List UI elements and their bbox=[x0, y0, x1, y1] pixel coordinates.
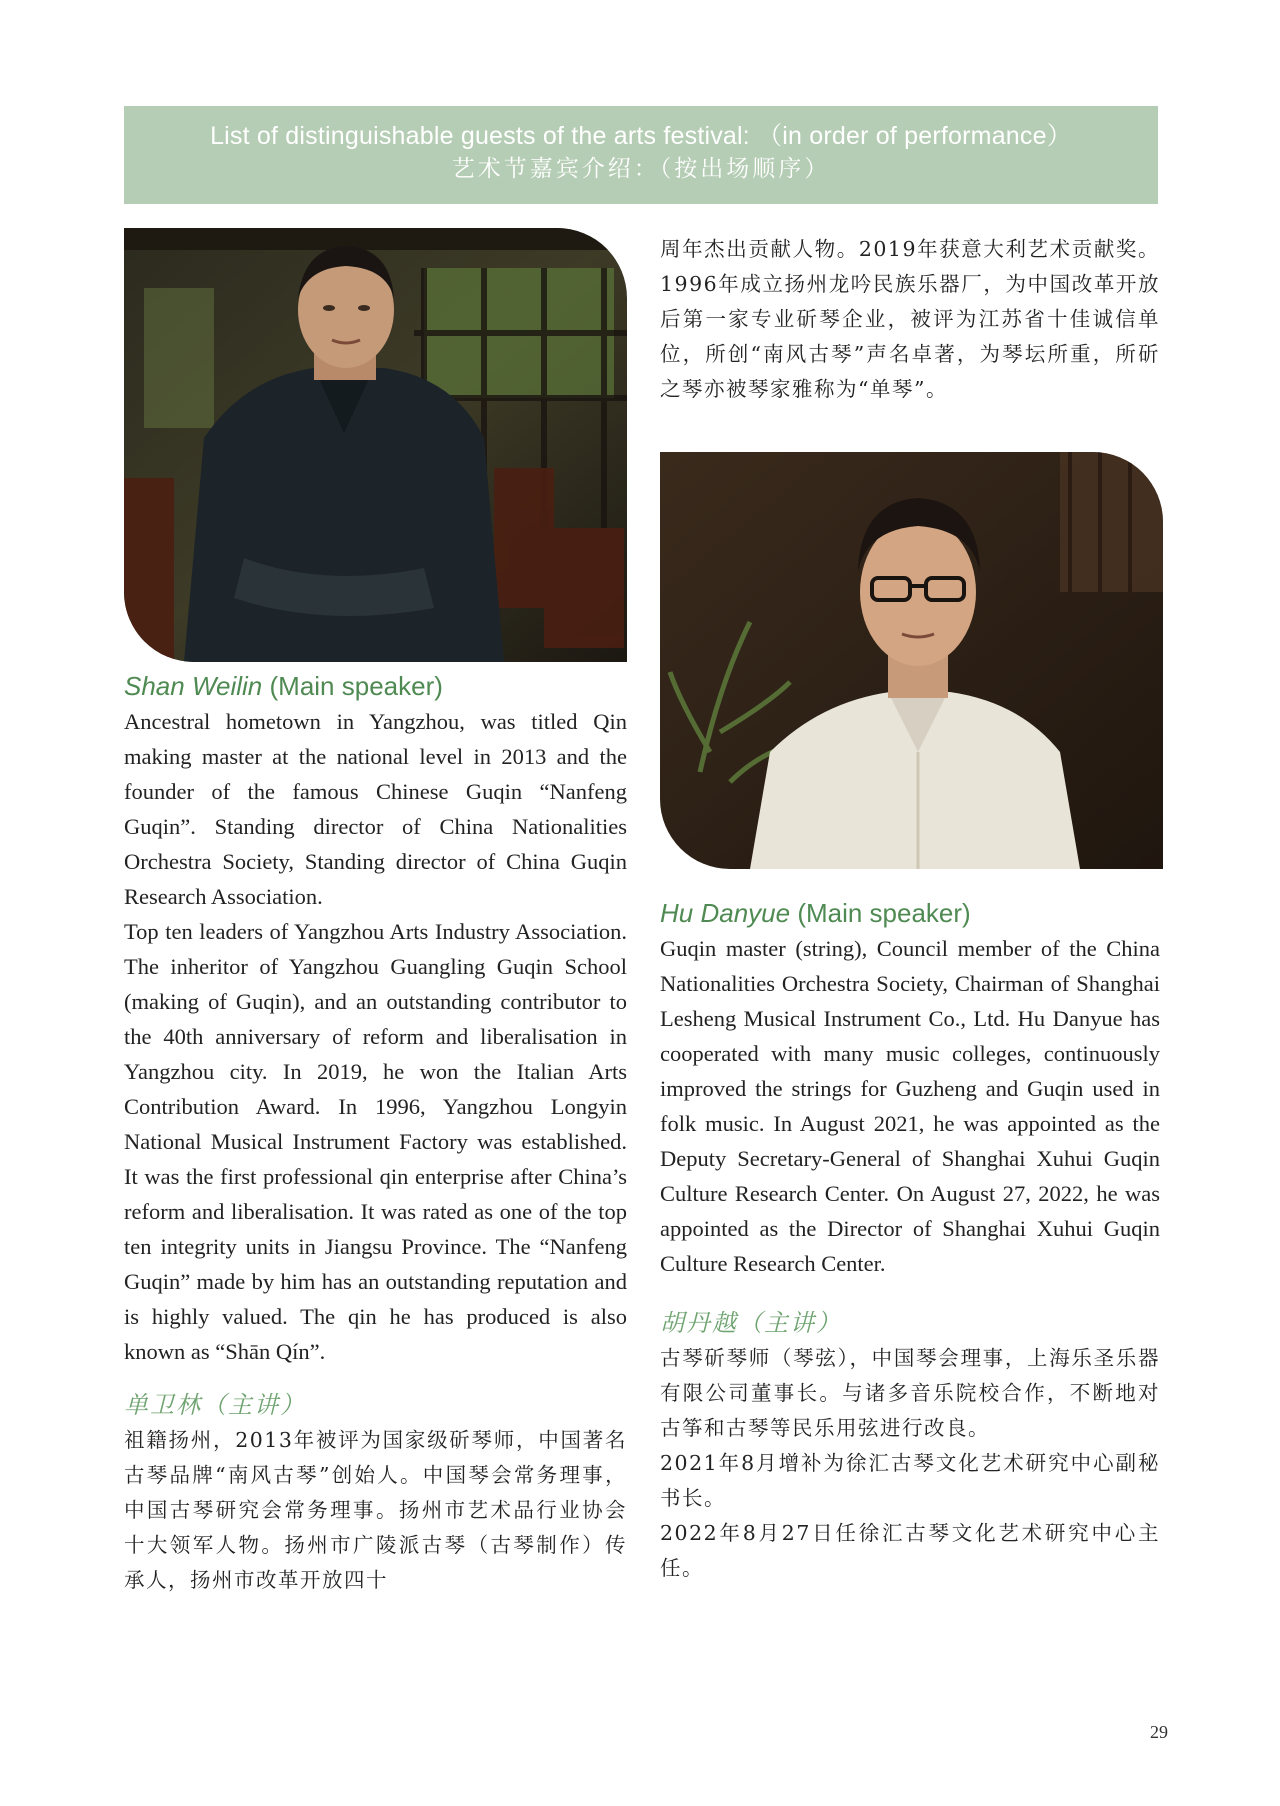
hu-danyue-name-text: Hu Danyue bbox=[660, 898, 791, 928]
header-banner bbox=[124, 106, 1158, 204]
shan-weilin-bio-en bbox=[124, 704, 627, 1369]
shan-weilin-photo bbox=[124, 228, 627, 662]
hu-danyue-bio-zh bbox=[660, 1341, 1160, 1586]
hu-danyue-photo bbox=[660, 452, 1163, 869]
shan-weilin-bio-en-paragraph-2: Top ten leaders of Yangzhou Arts Industry Association. The inheritor of Yangzhou Guangling Guqin School (making of Guqin), and an outstanding contributor to the 40th anniversary of reform and liberalisation in Yangzhou city. In 2019, he won the Italian Arts Contribution Award. In 1996, Yangzhou Longyin National Musical Instrument Factory was established. It was the first professional qin enterprise after China’s reform and liberalisation. It was rated as one of the top ten integrity units in Jiangsu Province. The “Nanfeng Guqin” made by him has an outstanding reputation and is highly valued. The qin he has produced is also known as “Shān Qín”. bbox=[124, 919, 627, 1364]
shan-weilin-name-zh: 单卫林（主讲） bbox=[124, 1391, 306, 1419]
hu-danyue-bio-en-paragraph: Guqin master (string), Council member of the China Nationalities Orchestra Society, Chairman of Shanghai Lesheng Musical Instrument Co., Ltd. Hu Danyue has cooperated with many music colleges, continuously improved the strings for Guzheng and Guqin used in folk music. In August 2021, he was appointed as the Deputy Secretary-General of Shanghai Xuhui Guqin Culture Research Center. On August 27, 2022, he was appointed as the Director of Shanghai Xuhui Guqin Culture Research Center. bbox=[660, 936, 1160, 1276]
shan-weilin-role: (Main speaker) bbox=[269, 671, 443, 701]
hu-danyue-bio-zh-paragraph-1: 古琴斫琴师（琴弦），中国琴会理事，上海乐圣乐器有限公司董事长。与诸多音乐院校合作，不断地对古筝和古琴等民乐用弦进行改良。 bbox=[660, 1346, 1160, 1440]
shan-weilin-bio-zh: 祖籍扬州，2013年被评为国家级斫琴师，中国著名古琴品牌“南风古琴”创始人。中国琴会常务理事，中国古琴研究会常务理事。扬州市艺术品行业协会十大领军人物。扬州市广陵派古琴（古琴制作）传承人，扬州市改革开放四十 bbox=[124, 1428, 627, 1592]
shan-weilin-section bbox=[124, 668, 627, 1598]
hu-danyue-bio-zh-paragraph-3: 2022年8月27日任徐汇古琴文化艺术研究中心主任。 bbox=[660, 1521, 1160, 1580]
shan-weilin-bio-zh-continued: 周年杰出贡献人物。2019年获意大利艺术贡献奖。1996年成立扬州龙吟民族乐器厂，为中国改革开放后第一家专业斫琴企业，被评为江苏省十佳诚信单位，所创“南风古琴”声名卓著，为琴坛所重，所斫之琴亦被琴家雅称为“单琴”。 bbox=[660, 237, 1160, 401]
page-number: 29 bbox=[1150, 1722, 1168, 1742]
hu-danyue-role: (Main speaker) bbox=[797, 898, 971, 928]
shan-weilin-name-text: Shan Weilin bbox=[124, 671, 263, 701]
hu-danyue-name-zh: 胡丹越（主讲） bbox=[660, 1309, 842, 1337]
hu-danyue-bio-zh-paragraph-2: 2021年8月增补为徐汇古琴文化艺术研究中心副秘书长。 bbox=[660, 1451, 1160, 1510]
hu-danyue-name bbox=[660, 895, 1160, 931]
banner-title-en: List of distinguishable guests of the arts festival: （in order of performance） bbox=[210, 122, 1072, 150]
hu-danyue-section bbox=[660, 895, 1160, 1586]
shan-weilin-name bbox=[124, 668, 627, 704]
shan-weilin-bio-en-paragraph-1: Ancestral hometown in Yangzhou, was titled Qin making master at the national level in 2013 and the founder of the famous Chinese Guqin “Nanfeng Guqin”. Standing director of China Nationalities Orchestra Society, Standing director of China Guqin Research Association. bbox=[124, 709, 627, 909]
banner-title-zh: 艺术节嘉宾介绍：（按出场顺序） bbox=[451, 156, 831, 182]
hu-danyue-bio-en bbox=[660, 931, 1160, 1281]
